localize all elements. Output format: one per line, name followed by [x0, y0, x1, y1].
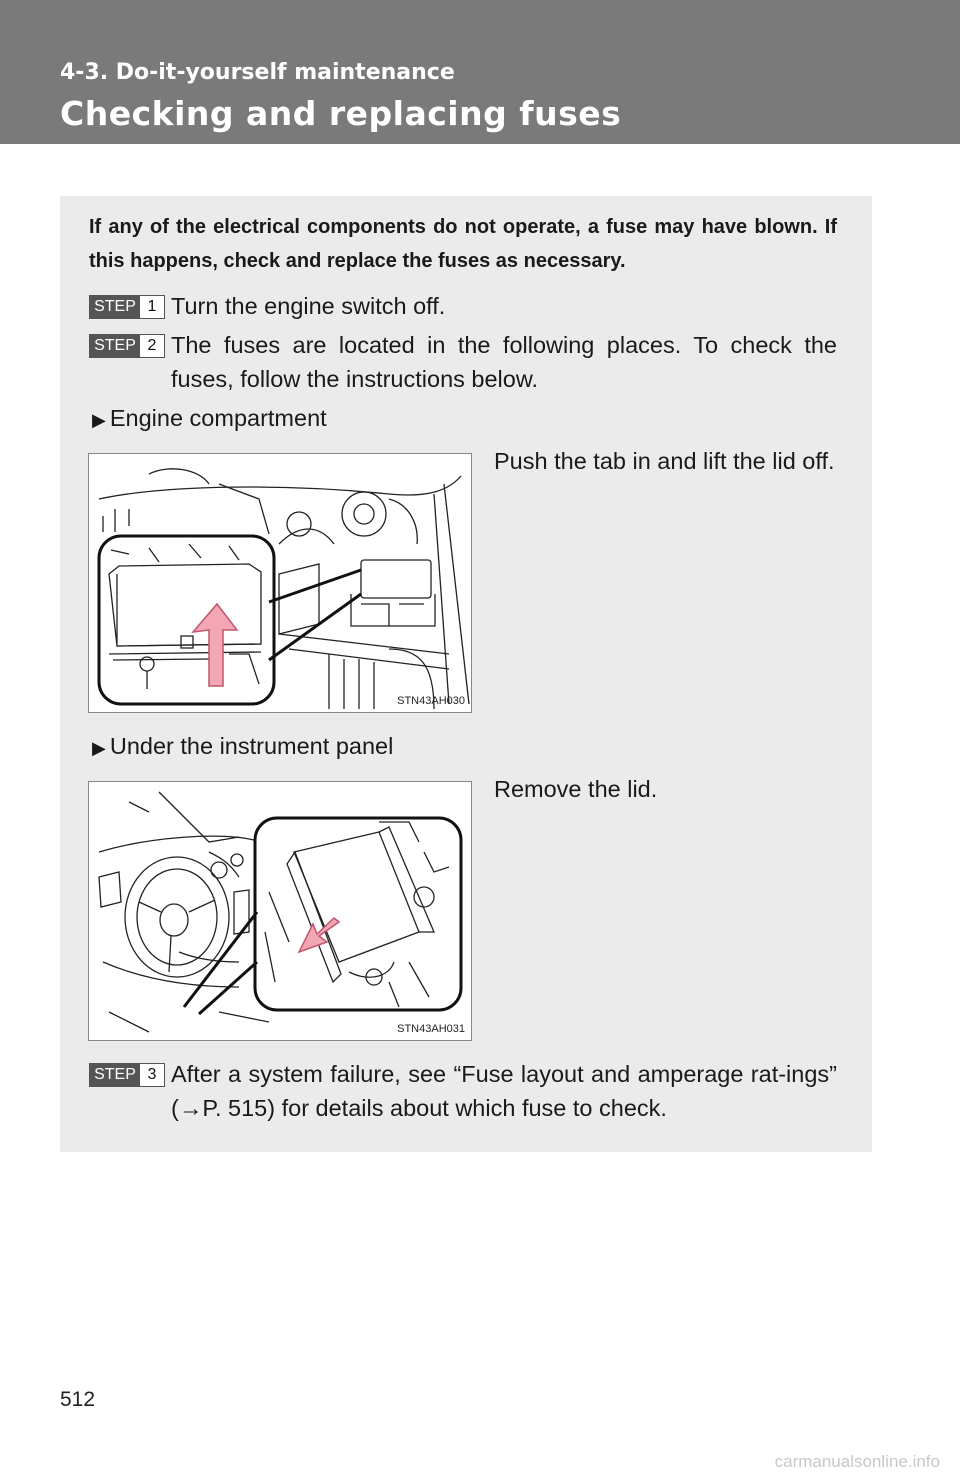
step-badge: [89, 334, 165, 358]
right-triangle-icon: ▶: [92, 410, 106, 430]
instrument-panel-caption: Remove the lid.: [494, 776, 658, 802]
step-badge-number: 3: [140, 1064, 164, 1086]
instrument-panel-illustration: [88, 781, 472, 1041]
step-badge: [89, 295, 165, 319]
engine-compartment-drawing: [89, 454, 471, 712]
location-heading-text: Under the instrument panel: [109, 733, 394, 759]
engine-compartment-illustration: [88, 453, 472, 713]
step-badge-label: STEP: [90, 296, 140, 318]
step-badge-label: STEP: [90, 335, 140, 357]
section-label: 4-3. Do-it-yourself maintenance: [60, 60, 455, 85]
step-2: [89, 328, 837, 396]
instrument-panel-drawing: [89, 782, 471, 1040]
step-text: Turn the engine switch off.: [171, 293, 446, 319]
step-3: [89, 1057, 837, 1125]
watermark-text: carmanualsonline.info: [774, 1452, 940, 1471]
step-badge: [89, 1063, 165, 1087]
page-number: 512: [60, 1388, 96, 1411]
step-badge-label: STEP: [90, 1064, 140, 1086]
right-triangle-icon: ▶: [92, 738, 106, 758]
step-1: [89, 289, 837, 323]
location-heading-text: Engine compartment: [109, 405, 327, 431]
location-heading-instrument-panel: [92, 729, 393, 765]
step-text: After a system failure, see “Fuse layout and amperage rat-ings” (→P. 515) for details about which fuse to check.: [171, 1061, 837, 1121]
step-text: The fuses are located in the following places. To check the fuses, follow the instructions below.: [171, 332, 837, 392]
intro-text: If any of the electrical components do not operate, a fuse may have blown. If this happens, check and replace the fuses as necessary.: [89, 216, 837, 272]
step-badge-number: 2: [140, 335, 164, 357]
step-badge-number: 1: [140, 296, 164, 318]
location-heading-engine: [92, 401, 327, 437]
figure-code: STN43AH031: [397, 1023, 465, 1035]
figure-code: STN43AH030: [397, 695, 465, 707]
page-title: Checking and replacing fuses: [60, 94, 622, 133]
engine-compartment-caption: Push the tab in and lift the lid off.: [494, 448, 835, 474]
